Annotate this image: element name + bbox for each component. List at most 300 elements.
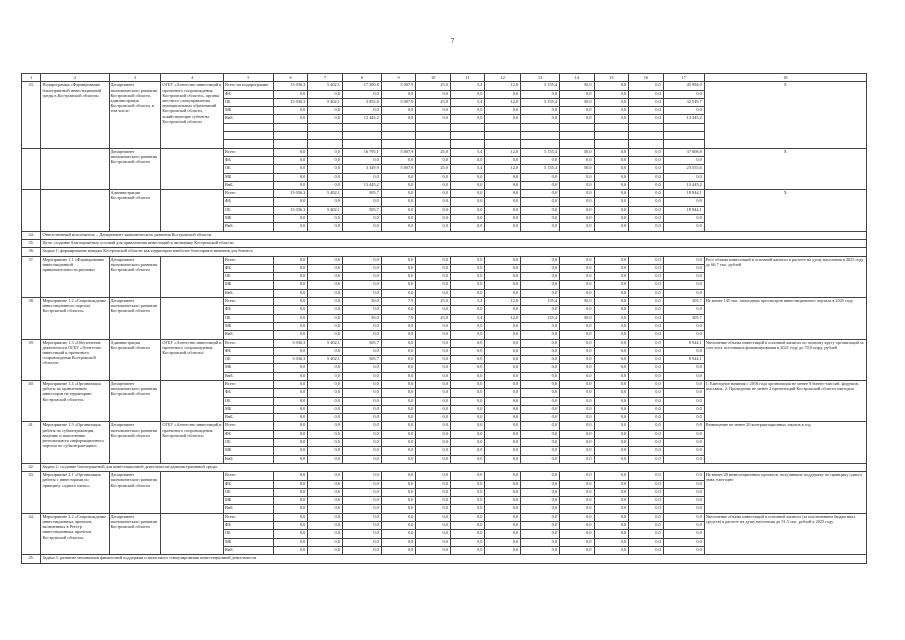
value-cell: 0,0 <box>485 339 521 347</box>
value-cell: 0,0 <box>416 397 451 405</box>
value-cell: 0,0 <box>308 364 343 372</box>
value-cell: 0,0 <box>381 397 416 405</box>
measure-name-cell: Мероприятие 1.1 «Формирование инвестиционной привлекательности региона» <box>41 256 109 297</box>
value-cell: 0,0 <box>663 372 704 380</box>
value-cell: 0,0 <box>629 356 664 364</box>
value-cell: 0,0 <box>559 264 594 272</box>
value-cell: 0,0 <box>381 347 416 355</box>
value-cell <box>594 140 629 148</box>
value-cell: 305,7 <box>663 314 704 322</box>
value-cell: 0,0 <box>416 322 451 330</box>
value-cell: 0,0 <box>485 488 521 496</box>
executor-cell: Администрация Костромской области <box>109 339 161 380</box>
value-cell: 0,0 <box>342 472 381 480</box>
value-cell: 0,0 <box>629 364 664 372</box>
value-cell: 0,0 <box>663 90 704 98</box>
value-cell: 0,0 <box>450 156 485 164</box>
value-cell: 0,0 <box>521 206 560 214</box>
value-cell: 0,0 <box>594 256 629 264</box>
value-cell: 0,0 <box>308 306 343 314</box>
header-cell: 4 <box>161 74 224 82</box>
header-cell: 10 <box>416 74 451 82</box>
value-cell: 0,0 <box>342 505 381 513</box>
value-cell <box>450 132 485 140</box>
funding-source-cell: Всего <box>224 380 274 388</box>
value-cell: 0,0 <box>521 181 560 189</box>
value-cell: 0,0 <box>594 414 629 422</box>
value-cell: 0,0 <box>521 447 560 455</box>
measure-name-cell: Мероприятие 2.2 «Сопровождение инвестиционных проектов, включенных в Реестр инвестиционных проектов Костромской области» <box>41 513 109 554</box>
value-cell: 0,0 <box>594 422 629 430</box>
value-cell: 0,0 <box>308 372 343 380</box>
value-cell: 0,0 <box>594 264 629 272</box>
value-cell: 0,0 <box>559 115 594 123</box>
value-cell: 0,0 <box>273 405 308 413</box>
result-cell: 1. Ежегодное начиная с 2018 года организация не менее 8 бизнес-миссий, форумов, выставок. 2. Проведение не менее 2 презентаций Костромской области ежегодно <box>704 380 866 421</box>
value-cell: 0,0 <box>485 546 521 554</box>
value-cell: 0,0 <box>416 422 451 430</box>
measure-name-cell: Подпрограмма «Формирование благоприятной инвестиционной среды в Костромской области» <box>41 82 109 148</box>
value-cell: 0,0 <box>381 439 416 447</box>
value-cell: 0,0 <box>485 538 521 546</box>
value-cell: 0,0 <box>594 115 629 123</box>
value-cell: 0,0 <box>594 505 629 513</box>
value-cell: 0,0 <box>663 497 704 505</box>
value-cell: 0,0 <box>381 223 416 231</box>
value-cell: 0,0 <box>521 322 560 330</box>
value-cell: 0,0 <box>450 206 485 214</box>
value-cell: 0,0 <box>273 447 308 455</box>
value-cell <box>663 140 704 148</box>
value-cell: 0,0 <box>629 347 664 355</box>
value-cell: 0,0 <box>521 256 560 264</box>
value-cell: 50,0 <box>559 314 594 322</box>
value-cell: 0,0 <box>308 264 343 272</box>
value-cell: 0,0 <box>485 107 521 115</box>
value-cell: 0,0 <box>416 223 451 231</box>
value-cell: 0,0 <box>663 107 704 115</box>
value-cell <box>559 123 594 131</box>
value-cell: 0,0 <box>416 90 451 98</box>
value-cell: 0,0 <box>450 190 485 198</box>
value-cell: 50,0 <box>559 82 594 90</box>
value-cell: 0,0 <box>559 156 594 164</box>
measure-name-cell: Мероприятие 1.4 «Организация работы по привлечению инвесторов на территорию Костромской области» <box>41 380 109 421</box>
value-cell: 0,0 <box>308 273 343 281</box>
header-cell: 12 <box>485 74 521 82</box>
funding-source-cell: ФБ <box>224 389 274 397</box>
funding-source-cell: ОБ <box>224 273 274 281</box>
value-cell: 0,0 <box>308 455 343 463</box>
section-row <box>22 231 867 239</box>
value-cell: 0,0 <box>594 389 629 397</box>
value-cell: 0,0 <box>559 430 594 438</box>
value-cell: 0,0 <box>485 472 521 480</box>
value-cell: 0,0 <box>559 488 594 496</box>
value-cell: 0,0 <box>308 347 343 355</box>
value-cell: 0,0 <box>416 430 451 438</box>
value-cell: 5,4 <box>450 82 485 90</box>
header-row <box>22 74 867 82</box>
section-text-cell: Задача 2: создание благоприятной для инвестиционной деятельности административной среды <box>41 463 867 471</box>
value-cell: 0,0 <box>381 206 416 214</box>
value-cell: 0,0 <box>629 314 664 322</box>
funding-source-cell: Всего <box>224 472 274 480</box>
value-cell: 0,0 <box>450 339 485 347</box>
value-cell: 0,0 <box>521 472 560 480</box>
executor-cell: Департамент экономического развития Костромской области <box>109 513 161 554</box>
value-cell: 0,0 <box>629 148 664 156</box>
value-cell: 0,0 <box>594 190 629 198</box>
value-cell: 0,0 <box>342 380 381 388</box>
value-cell: 0,0 <box>559 223 594 231</box>
value-cell: 0,0 <box>381 364 416 372</box>
value-cell: 50,0 <box>342 314 381 322</box>
value-cell: 5 155,4 <box>521 148 560 156</box>
value-cell: 0,0 <box>485 397 521 405</box>
value-cell: 0,0 <box>559 380 594 388</box>
value-cell: 0,0 <box>450 513 485 521</box>
value-cell: 0,0 <box>416 447 451 455</box>
value-cell: 5 155,4 <box>521 165 560 173</box>
value-cell: 0,0 <box>521 223 560 231</box>
value-cell <box>416 140 451 148</box>
value-cell: 0,0 <box>381 181 416 189</box>
value-cell: 0,0 <box>594 447 629 455</box>
value-cell: 5 402,1 <box>308 339 343 347</box>
value-cell <box>594 132 629 140</box>
row-number-cell: 43. <box>22 472 41 513</box>
value-cell: 0,0 <box>273 306 308 314</box>
value-cell: 0,0 <box>273 472 308 480</box>
value-cell: 0,0 <box>663 505 704 513</box>
value-cell: 13 036,3 <box>273 82 308 90</box>
value-cell: 0,0 <box>521 530 560 538</box>
value-cell: 0,0 <box>559 281 594 289</box>
funding-source-cell: Всего <box>224 148 274 156</box>
value-cell: 0,0 <box>381 90 416 98</box>
value-cell: 0,0 <box>485 206 521 214</box>
result-cell: Рост объема инвестиций в основной капитал в расчете на душу населения в 2025 году до 66,7 тыс. рублей <box>704 256 866 297</box>
value-cell: 0,0 <box>521 339 560 347</box>
funding-source-cell <box>224 140 274 148</box>
value-cell: 0,0 <box>521 215 560 223</box>
value-cell: 0,0 <box>521 190 560 198</box>
value-cell: 0,0 <box>629 472 664 480</box>
funding-source-cell: МБ <box>224 215 274 223</box>
value-cell: 0,0 <box>663 173 704 181</box>
value-cell: 12,0 <box>485 314 521 322</box>
value-cell: 0,0 <box>594 289 629 297</box>
value-cell: 0,0 <box>342 156 381 164</box>
value-cell: 0,0 <box>342 488 381 496</box>
value-cell: 0,0 <box>450 538 485 546</box>
value-cell: 0,0 <box>273 513 308 521</box>
value-cell: 0,0 <box>416 513 451 521</box>
value-cell: 0,0 <box>559 347 594 355</box>
value-cell: 0,0 <box>663 347 704 355</box>
value-cell: 0,0 <box>629 215 664 223</box>
value-cell: 0,0 <box>381 480 416 488</box>
executor-cell: Администрация Костромской области <box>109 190 161 231</box>
value-cell: 0,0 <box>308 513 343 521</box>
value-cell: 0,0 <box>663 273 704 281</box>
value-cell: 16 795,1 <box>342 148 381 156</box>
value-cell <box>629 132 664 140</box>
funding-source-cell: ОБ <box>224 98 274 106</box>
value-cell: 0,0 <box>273 264 308 272</box>
value-cell: 0,0 <box>485 364 521 372</box>
funding-source-cell: ВнБ <box>224 181 274 189</box>
row-number-cell: 37. <box>22 256 41 297</box>
funding-source-cell: ОБ <box>224 488 274 496</box>
value-cell <box>416 123 451 131</box>
value-cell: 0,0 <box>450 223 485 231</box>
value-cell: 0,0 <box>381 546 416 554</box>
value-cell: 0,0 <box>342 422 381 430</box>
value-cell: 50,0 <box>559 165 594 173</box>
value-cell: 0,0 <box>273 347 308 355</box>
value-cell: 0,0 <box>559 455 594 463</box>
value-cell: 0,0 <box>663 472 704 480</box>
value-cell: 0,0 <box>521 513 560 521</box>
value-cell: 0,0 <box>450 497 485 505</box>
value-cell <box>273 123 308 131</box>
value-cell: 0,0 <box>381 281 416 289</box>
participant-cell: ОГБУ «Агентство инвестиций и проектного сопровождения Костромской области» <box>161 339 224 380</box>
value-cell: 0,0 <box>381 505 416 513</box>
value-cell: 13 036,3 <box>273 190 308 198</box>
funding-source-cell: МБ <box>224 173 274 181</box>
value-cell: 0,0 <box>559 289 594 297</box>
value-cell: 5 402,1 <box>308 356 343 364</box>
value-cell: 0,0 <box>381 389 416 397</box>
funding-source-cell: МБ <box>224 538 274 546</box>
value-cell: 0,0 <box>485 513 521 521</box>
value-cell: 0,0 <box>450 397 485 405</box>
value-cell: 0,0 <box>381 447 416 455</box>
table-row <box>22 190 867 198</box>
header-cell: 15 <box>594 74 629 82</box>
value-cell: 0,0 <box>559 538 594 546</box>
value-cell: 0,0 <box>663 488 704 496</box>
value-cell <box>485 123 521 131</box>
value-cell: 5 007,9 <box>381 82 416 90</box>
value-cell: 0,0 <box>450 505 485 513</box>
value-cell: 0,0 <box>342 223 381 231</box>
value-cell: 0,0 <box>416 455 451 463</box>
value-cell: 0,0 <box>485 198 521 206</box>
value-cell: 505,7 <box>342 339 381 347</box>
section-text-cell: Задача 3: развитие механизмов финансовой поддержки и налогового стимулирования инвестиционной деятельности <box>41 555 867 563</box>
value-cell: 0,0 <box>663 281 704 289</box>
value-cell: 0,0 <box>416 206 451 214</box>
value-cell: 0,0 <box>416 356 451 364</box>
value-cell: 50,0 <box>559 98 594 106</box>
value-cell: 0,0 <box>485 289 521 297</box>
value-cell: 0,0 <box>521 107 560 115</box>
value-cell: 0,0 <box>416 107 451 115</box>
value-cell: 0,0 <box>485 115 521 123</box>
value-cell: 505,7 <box>342 190 381 198</box>
measure-name-cell: Мероприятие 1.3 «Обеспечение деятельности ОГБУ «Агентство инвестиций и проектного сопровождения Костромской области» <box>41 339 109 380</box>
value-cell: 0,0 <box>629 546 664 554</box>
value-cell: 0,0 <box>416 190 451 198</box>
value-cell: 0,0 <box>485 414 521 422</box>
value-cell <box>521 132 560 140</box>
value-cell: 5 402,1 <box>308 98 343 106</box>
value-cell: 0,0 <box>629 173 664 181</box>
value-cell: 0,0 <box>521 505 560 513</box>
value-cell: 0,0 <box>416 347 451 355</box>
executor-cell: Департамент экономического развития Костромской области <box>109 380 161 421</box>
value-cell: 0,0 <box>381 513 416 521</box>
value-cell: 0,0 <box>629 256 664 264</box>
value-cell <box>273 140 308 148</box>
value-cell: 5,4 <box>450 148 485 156</box>
value-cell: 0,0 <box>521 488 560 496</box>
value-cell: 0,0 <box>450 530 485 538</box>
value-cell: 0,0 <box>594 546 629 554</box>
value-cell: 0,0 <box>450 455 485 463</box>
value-cell: 0,0 <box>559 513 594 521</box>
funding-source-cell: МБ <box>224 405 274 413</box>
value-cell: 0,0 <box>416 488 451 496</box>
value-cell: 0,0 <box>308 165 343 173</box>
value-cell: 0,0 <box>594 298 629 306</box>
value-cell: 0,0 <box>559 546 594 554</box>
value-cell: 0,0 <box>416 505 451 513</box>
value-cell: 0,0 <box>663 264 704 272</box>
value-cell: 0,0 <box>663 198 704 206</box>
funding-source-cell: Всего <box>224 422 274 430</box>
value-cell: 0,0 <box>663 546 704 554</box>
value-cell: 17 300,8 <box>342 82 381 90</box>
value-cell: 0,0 <box>663 455 704 463</box>
value-cell: 0,0 <box>663 389 704 397</box>
value-cell: 0,0 <box>381 339 416 347</box>
value-cell: 0,0 <box>521 455 560 463</box>
value-cell: 0,0 <box>308 289 343 297</box>
value-cell: 0,0 <box>629 331 664 339</box>
value-cell: 0,0 <box>663 422 704 430</box>
value-cell: 0,0 <box>308 389 343 397</box>
value-cell: 5 007,9 <box>381 165 416 173</box>
value-cell: 0,0 <box>308 430 343 438</box>
value-cell: 0,0 <box>381 107 416 115</box>
result-cell: X <box>704 82 866 148</box>
row-number-cell: 39. <box>22 339 41 380</box>
value-cell: 0,0 <box>416 439 451 447</box>
value-cell: 0,0 <box>559 215 594 223</box>
value-cell: 0,0 <box>663 331 704 339</box>
value-cell <box>559 132 594 140</box>
value-cell: 0,0 <box>485 480 521 488</box>
value-cell <box>308 140 343 148</box>
value-cell: 0,0 <box>629 380 664 388</box>
value-cell: 0,0 <box>663 223 704 231</box>
value-cell: 0,0 <box>416 372 451 380</box>
value-cell: 0,0 <box>629 298 664 306</box>
value-cell: 0,0 <box>594 165 629 173</box>
value-cell: 0,0 <box>450 405 485 413</box>
value-cell: 0,0 <box>629 190 664 198</box>
value-cell: 0,0 <box>629 264 664 272</box>
row-number-cell: 42. <box>22 463 41 471</box>
header-cell: 7 <box>308 74 343 82</box>
value-cell: 0,0 <box>342 455 381 463</box>
value-cell: 0,0 <box>273 380 308 388</box>
value-cell: 0,0 <box>381 472 416 480</box>
value-cell: 0,0 <box>485 181 521 189</box>
value-cell: 7,9 <box>381 314 416 322</box>
value-cell: 0,0 <box>594 148 629 156</box>
value-cell: 0,0 <box>273 314 308 322</box>
value-cell: 0,0 <box>273 289 308 297</box>
value-cell: 0,0 <box>308 422 343 430</box>
value-cell: 0,0 <box>381 198 416 206</box>
value-cell: 0,0 <box>485 273 521 281</box>
value-cell: 0,0 <box>485 422 521 430</box>
value-cell: 0,0 <box>342 405 381 413</box>
funding-source-cell: ОБ <box>224 439 274 447</box>
value-cell: 0,0 <box>521 173 560 181</box>
value-cell: 0,0 <box>594 331 629 339</box>
value-cell: 0,0 <box>342 107 381 115</box>
value-cell: 0,0 <box>450 181 485 189</box>
value-cell: 23 555,6 <box>663 165 704 173</box>
measure-name-cell <box>41 148 109 189</box>
value-cell: 0,0 <box>416 497 451 505</box>
value-cell: 0,0 <box>381 497 416 505</box>
executor-cell: Департамент экономического развития Костромской области <box>109 148 161 189</box>
value-cell <box>559 140 594 148</box>
value-cell: 0,0 <box>450 380 485 388</box>
row-number-cell: 36. <box>22 248 41 256</box>
value-cell: 0,0 <box>594 98 629 106</box>
value-cell: 0,0 <box>381 405 416 413</box>
value-cell: 25,0 <box>416 165 451 173</box>
funding-source-cell: МБ <box>224 497 274 505</box>
funding-source-cell: МБ <box>224 107 274 115</box>
value-cell: 0,0 <box>308 198 343 206</box>
value-cell: 0,0 <box>342 306 381 314</box>
value-cell: 0,0 <box>629 488 664 496</box>
value-cell: 0,0 <box>559 90 594 98</box>
value-cell: 0,0 <box>381 372 416 380</box>
value-cell: 0,0 <box>273 480 308 488</box>
value-cell: 0,0 <box>485 256 521 264</box>
table-row <box>22 472 867 480</box>
row-number-cell: 41. <box>22 422 41 463</box>
measure-name-cell <box>41 190 109 231</box>
value-cell: 0,0 <box>521 397 560 405</box>
value-cell: 0,0 <box>521 289 560 297</box>
value-cell: 0,0 <box>485 347 521 355</box>
value-cell: 0,0 <box>342 389 381 397</box>
value-cell: 0,0 <box>342 90 381 98</box>
value-cell: 305,7 <box>663 298 704 306</box>
value-cell: 0,0 <box>273 322 308 330</box>
value-cell <box>521 123 560 131</box>
value-cell: 13 445,2 <box>342 181 381 189</box>
funding-source-cell: ВнБ <box>224 372 274 380</box>
value-cell: 0,0 <box>521 480 560 488</box>
value-cell: 5 402,1 <box>308 190 343 198</box>
table-row <box>22 380 867 388</box>
value-cell: 0,0 <box>629 439 664 447</box>
value-cell: 0,0 <box>342 439 381 447</box>
